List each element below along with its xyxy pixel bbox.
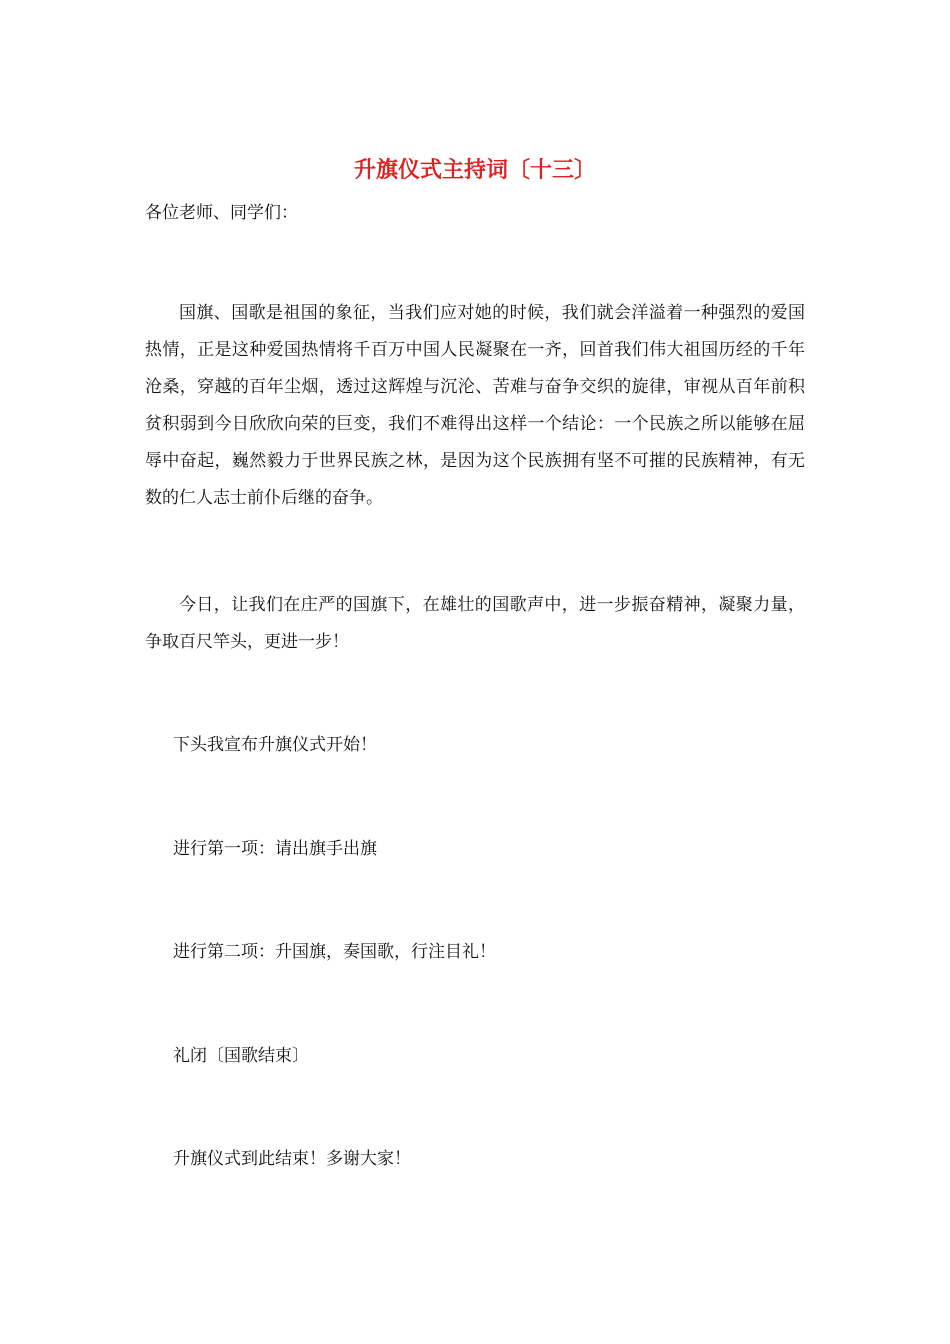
document-title: 升旗仪式主持词〔十三〕 [353, 157, 596, 183]
anthem-end: 礼闭〔国歌结束〕 [173, 1046, 309, 1066]
paragraph-intro: 国旗、国歌是祖国的象征，当我们应对她的时候，我们就会洋溢着一种强烈的爱国热情，正是这种爱国热情将千百万中国人民凝聚在一齐，回首我们伟大祖国历经的千年沧桑，穿越的百年尘烟，透过这辉煌与沉沦、苦难与奋争交织的旋律，审视从百年前积贫积弱到今日欣欣向荣的巨变，我们不难得出这样一个结论：一个民族之所以能够在屈辱中奋起，巍然毅力于世界民族之林，是因为这个民族拥有坚不可摧的民族精神，有无数的仁人志士前仆后继的奋争。 [145, 303, 805, 508]
salutation: 各位老师、同学们： [145, 203, 298, 223]
announcement-start: 下头我宣布升旗仪式开始！ [173, 735, 377, 755]
step-two: 进行第二项：升国旗，奏国歌，行注目礼！ [173, 942, 496, 962]
closing-line: 升旗仪式到此结束！多谢大家！ [173, 1149, 411, 1169]
paragraph-today: 今日，让我们在庄严的国旗下，在雄壮的国歌声中，进一步振奋精神，凝聚力量，争取百尺竿头，更进一步！ [145, 595, 805, 652]
step-one: 进行第一项：请出旗手出旗 [173, 839, 377, 859]
